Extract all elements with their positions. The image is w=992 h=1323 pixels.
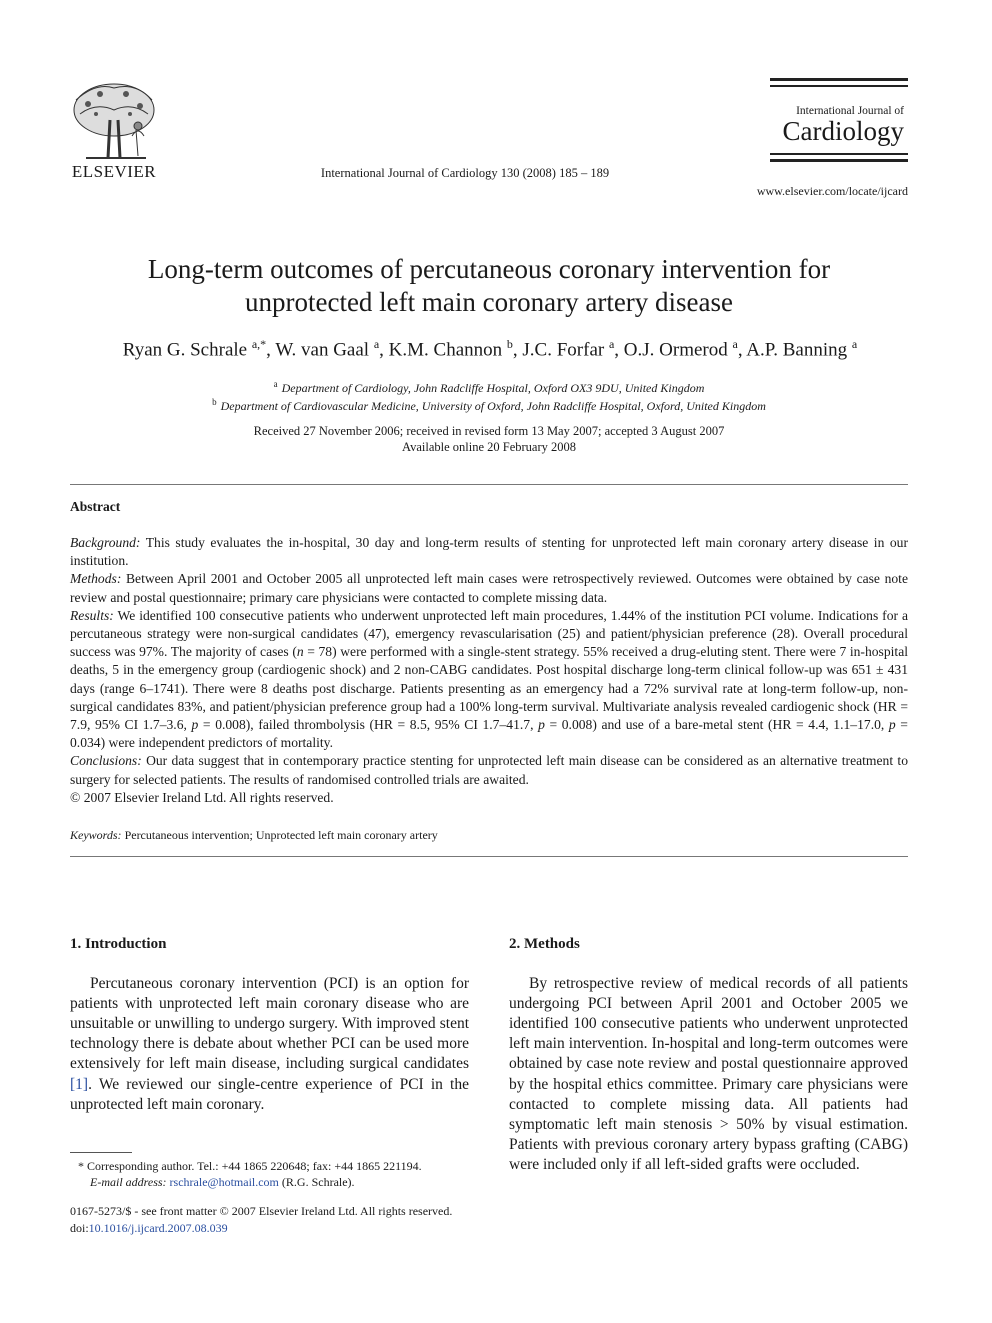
corresponding-author: * Corresponding author. Tel.: +44 1865 220648; fax: +44 1865 221194.	[78, 1159, 422, 1173]
author-affiliation-mark: a	[373, 337, 380, 351]
abstract-label: Background:	[70, 535, 141, 550]
abstract-text: = 78) were performed with a single-stent strategy. 55% received a drug-eluting stent. There were 7 in-hospital deaths, 5 in the emergency group (cardiogenic shock) and 2 non-CABG candidates. Post hospital discharge long-term clinical follow-up was 651 ± 431 days (range 6–1741). There were 8 deaths post discharge. Patients presenting as an emergency had a 72% survival rate at long-term follow-up, non-surgical candidates 83%, and patient/physician preference group had a 100% long-term survival. Multivariate analysis revealed cardiogenic shock (HR = 7.9, 95% CI 1.7–3.6,	[70, 644, 909, 733]
masthead-rule	[770, 153, 908, 155]
affiliation	[70, 379, 908, 396]
journal-name-small: International Journal of	[796, 105, 904, 117]
abstract-conclusions	[70, 752, 908, 788]
author-affiliation-mark: b	[506, 337, 513, 351]
doi-link[interactable]: 10.1016/j.ijcard.2007.08.039	[88, 1221, 228, 1235]
masthead-rule	[770, 159, 908, 162]
keywords-text: Percutaneous intervention; Unprotected left main coronary artery	[121, 828, 438, 842]
author-name[interactable]: K.M. Channon	[388, 339, 503, 361]
available-online: Available online 20 February 2008	[401, 440, 577, 454]
author-name[interactable]: J.C. Forfar	[522, 339, 605, 361]
methods-paragraph: By retrospective review of medical records of all patients undergoing PCI between April 2001 and October 2005 we identified 100 consecutive patients who underwent unprotected left main intervention. In-hospital and long-term outcomes were obtained by case note review and postal questionnaire approved by the hospital ethics committee. Primary care physicians were contacted to complete missing data. All patients had symptomatic left main stenosis > 50% by visual estimation. Patients with previous coronary artery bypass grafting (CABG) were included only if all left-sided grafts were occluded.	[509, 975, 908, 1173]
affiliation-mark: b	[212, 397, 217, 407]
abstract-label: Results:	[70, 607, 114, 623]
journal-masthead	[770, 78, 908, 166]
affiliation-mark: a	[273, 379, 278, 389]
section-heading: 2. Methods	[509, 936, 580, 952]
doi-line	[70, 1220, 510, 1237]
front-matter-text: 0167-5273/$ - see front matter © 2007 Elsevier Ireland Ltd. All rights reserved.	[70, 1204, 453, 1218]
doi-label: doi:	[70, 1221, 89, 1235]
abstract-background	[70, 534, 908, 570]
footnote	[70, 1158, 480, 1190]
journal-name-big: Cardiology	[782, 116, 904, 146]
intro-text: . We reviewed our single-centre experience of PCI in the unprotected left main coronary.	[70, 1075, 469, 1113]
keywords-label: Keywords:	[70, 828, 122, 842]
received-dates: Received 27 November 2006; received in revised form 13 May 2007; accepted 3 August 2007	[253, 424, 725, 438]
email-suffix: (R.G. Schrale).	[278, 1175, 355, 1189]
abstract-variable: n	[296, 644, 304, 660]
abstract-text: This study evaluates the in-hospital, 30 day and long-term results of stenting for unprotected left main coronary artery disease in our institution.	[70, 535, 908, 569]
email-label: E-mail address:	[90, 1175, 167, 1189]
abstract-text: Between April 2001 and October 2005 all unprotected left main cases were retrospectively reviewed. Outcomes were obtained by case note review and postal questionnaire; primary care physicians were contacted to complete missing data.	[70, 571, 908, 605]
abstract-body	[70, 534, 908, 807]
author-name[interactable]: W. van Gaal	[275, 339, 370, 361]
affiliation	[70, 397, 908, 414]
abstract-text: = 0.008), failed thrombolysis (HR = 8.5, 95% CI 1.7–41.7,	[198, 717, 539, 733]
abstract-label: Conclusions:	[70, 753, 142, 769]
title-line: Long-term outcomes of percutaneous coronary intervention for	[147, 254, 831, 284]
divider	[70, 484, 908, 485]
article-title	[70, 253, 908, 319]
author-name[interactable]: Ryan G. Schrale	[122, 339, 248, 361]
email-line	[70, 1174, 480, 1190]
abstract-variable: p	[538, 717, 545, 733]
abstract-text: Our data suggest that in contemporary practice stenting for unprotected left main disease can be considered as an alternative treatment to surgery for selected patients. The results of randomised controlled trials are awaited.	[70, 753, 908, 787]
abstract-methods	[70, 570, 908, 606]
journal-url-link[interactable]: www.elsevier.com/locate/ijcard	[756, 184, 908, 198]
intro-text: Percutaneous coronary intervention (PCI) is an option for patients with unprotected left main coronary disease who are unsuitable or unwilling to undergo surgery. With improved stent technology there is debate about whether PCI can be used more extensively for left main disease, including surgical candidates	[70, 975, 469, 1073]
abstract-text: We identified 100 consecutive patients who underwent unprotected left main procedures, 1.44% of the institution PCI volume. Indications for a percutaneous strategy were non-surgical candidates (47), emergency revascularisation (25) and patient/physician preference (28). Overall procedural success was 97%. The majority of cases (	[70, 607, 908, 660]
affiliation-text: Department of Cardiovascular Medicine, University of Oxford, John Radcliffe Hospital, Oxford, United Kingdom	[220, 399, 766, 413]
author-name[interactable]: O.J. Ormerod	[623, 339, 728, 361]
abstract-text: = 0.008) and use of a bare-metal stent (HR = 4.4, 1.1–17.0,	[544, 717, 889, 733]
title-line: unprotected left main coronary artery disease	[244, 287, 734, 317]
section-heading: 1. Introduction	[70, 936, 167, 952]
author-affiliation-mark: a	[851, 337, 858, 351]
journal-citation: International Journal of Cardiology 130 (2008) 185 – 189	[320, 166, 610, 180]
masthead-rule	[770, 78, 908, 81]
abstract-text: = 0.034) were independent predictors of mortality.	[70, 717, 908, 751]
author-affiliation-mark: a,*	[251, 337, 267, 351]
author-list: Ryan G. Schrale $^{a,*}$, W. van Gaal $^a$, K.M. Channon $^b$, J.C. Forfar $^a$, O.J. Ormerod $^a$, A.P. Banning $^a$	[122, 337, 858, 361]
email-link[interactable]: rschrale@hotmail.com	[169, 1175, 279, 1189]
abstract-variable: p	[888, 717, 896, 733]
author-affiliation-mark: a	[732, 337, 738, 351]
reference-link[interactable]: [1]	[70, 1075, 89, 1093]
abstract-label: Methods:	[70, 571, 122, 587]
abstract-heading: Abstract	[70, 499, 121, 514]
intro-section	[70, 934, 469, 1115]
keywords	[70, 828, 908, 843]
elsevier-logo	[66, 80, 162, 184]
footnote-rule	[70, 1152, 132, 1153]
abstract-copyright: © 2007 Elsevier Ireland Ltd. All rights reserved.	[70, 789, 334, 805]
masthead-rule	[770, 85, 908, 87]
abstract-variable: p	[191, 717, 199, 733]
abstract-results	[70, 607, 908, 753]
elsevier-tree-icon	[66, 80, 162, 162]
divider	[70, 856, 908, 857]
author-name[interactable]: A.P. Banning	[746, 339, 848, 361]
publisher-name: ELSEVIER	[71, 162, 157, 181]
affiliation-text: Department of Cardiology, John Radcliffe Hospital, Oxford OX3 9DU, United Kingdom	[281, 381, 705, 395]
front-matter	[70, 1203, 510, 1237]
author-affiliation-mark: a	[608, 337, 615, 351]
methods-section	[509, 934, 908, 1175]
intro-paragraph	[70, 974, 469, 1115]
